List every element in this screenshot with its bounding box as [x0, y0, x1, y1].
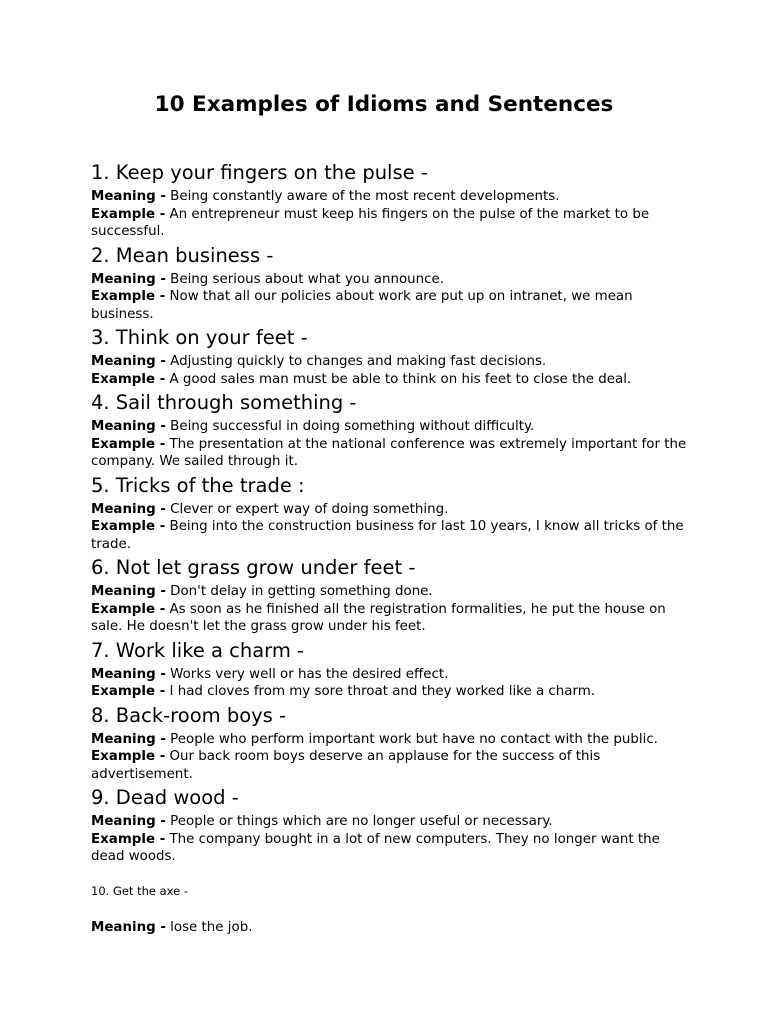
idiom-item: [91, 553, 691, 636]
example-text: I had cloves from my sore throat and they worked like a charm.: [165, 684, 596, 699]
meaning-text: People who perform important work but have no contact with the public.: [165, 731, 658, 747]
meaning-text: Adjusting quickly to changes and making fast decisions.: [165, 354, 547, 369]
idiom-example: [91, 601, 691, 636]
meaning-text: Works very well or has the desired effect.: [165, 666, 449, 682]
idiom-heading: 6. Not let grass grow under feet -: [91, 556, 416, 579]
idiom-meaning: [91, 501, 691, 519]
idiom-meaning: [91, 666, 691, 684]
example-label: Example -: [91, 749, 166, 764]
example-text: As soon as he finished all the registration formalities, he put the house on sale. He doesn't let the grass grow under his feet.: [91, 601, 666, 634]
meaning-text: Being constantly aware of the most recent developments.: [165, 189, 560, 204]
idiom-example: [91, 683, 691, 701]
meaning-label: Meaning -: [91, 354, 166, 369]
example-text: An entrepreneur must keep his fingers on the pulse of the market to be successful.: [91, 206, 650, 239]
idiom-item: [91, 636, 691, 701]
idiom-example: [91, 288, 691, 323]
idiom-item: [91, 471, 691, 554]
idiom-meaning: [91, 188, 691, 206]
example-text: A good sales man must be able to think on his feet to close the deal.: [165, 371, 632, 387]
idiom-item: [91, 388, 691, 471]
idiom-example: [91, 206, 691, 241]
example-text: Now that all our policies about work are put up on intranet, we mean business.: [91, 289, 633, 322]
idiom-example: [91, 831, 691, 866]
idiom-item: [91, 158, 691, 241]
idiom-meaning: [91, 353, 691, 371]
meaning-text: Being serious about what you announce.: [165, 271, 445, 287]
idiom-item: [91, 701, 691, 784]
meaning-text: Being successful in doing something without difficulty.: [165, 419, 535, 434]
idiom-meaning: [91, 271, 691, 289]
meaning-label: Meaning -: [91, 501, 166, 517]
meaning-label: Meaning -: [91, 919, 166, 935]
idiom-item: [91, 323, 691, 388]
example-text: The presentation at the national conference was extremely important for the company. We sailed through it.: [91, 436, 687, 469]
idiom-heading: 4. Sail through something -: [91, 391, 357, 414]
meaning-label: Meaning -: [91, 731, 166, 747]
example-text: Being into the construction business for last 10 years, I know all tricks of the trade.: [91, 519, 684, 552]
idiom-list: [91, 158, 691, 936]
example-text: Our back room boys deserve an applause for the success of this advertisement.: [91, 749, 601, 782]
meaning-label: Meaning -: [91, 666, 166, 682]
idiom-heading: 9. Dead wood -: [91, 786, 239, 809]
meaning-label: Meaning -: [91, 189, 166, 204]
idiom-meaning: [91, 919, 691, 937]
idiom-heading: 5. Tricks of the trade :: [91, 473, 305, 497]
idiom-example: [91, 748, 691, 783]
idiom-meaning: [91, 583, 691, 601]
idiom-heading: 2. Mean business -: [91, 243, 274, 267]
example-label: Example -: [91, 289, 166, 304]
idiom-item: [91, 241, 691, 324]
meaning-text: Clever or expert way of doing something.: [165, 501, 449, 517]
idiom-meaning: [91, 813, 691, 831]
example-text: The company bought in a lot of new computers. They no longer want the dead woods.: [91, 831, 660, 864]
idiom-heading: 10. Get the axe -: [91, 883, 189, 898]
idiom-heading: 1. Keep your fingers on the pulse -: [91, 161, 428, 184]
idiom-item: [91, 783, 691, 866]
example-label: Example -: [91, 601, 166, 617]
idiom-item-last: [91, 883, 691, 937]
meaning-label: Meaning -: [91, 419, 166, 434]
example-label: Example -: [91, 371, 166, 387]
idiom-example: [91, 436, 691, 471]
example-label: Example -: [91, 206, 166, 222]
idiom-meaning: [91, 418, 691, 436]
meaning-text: Don't delay in getting something done.: [165, 584, 433, 599]
example-label: Example -: [91, 684, 166, 699]
idiom-heading: 8. Back-room boys -: [91, 703, 287, 727]
meaning-text: lose the job.: [165, 919, 253, 935]
example-label: Example -: [91, 831, 166, 847]
example-label: Example -: [91, 436, 166, 452]
idiom-example: [91, 518, 691, 553]
example-label: Example -: [91, 519, 166, 534]
page-title: 10 Examples of Idioms and Sentences: [154, 92, 614, 117]
meaning-label: Meaning -: [91, 271, 166, 287]
idiom-heading: 7. Work like a charm -: [91, 638, 305, 662]
meaning-label: Meaning -: [91, 814, 166, 829]
meaning-text: People or things which are no longer useful or necessary.: [165, 814, 553, 829]
idiom-heading: 3. Think on your feet -: [91, 326, 308, 349]
idiom-example: [91, 371, 691, 389]
meaning-label: Meaning -: [91, 584, 166, 599]
idiom-meaning: [91, 731, 691, 749]
